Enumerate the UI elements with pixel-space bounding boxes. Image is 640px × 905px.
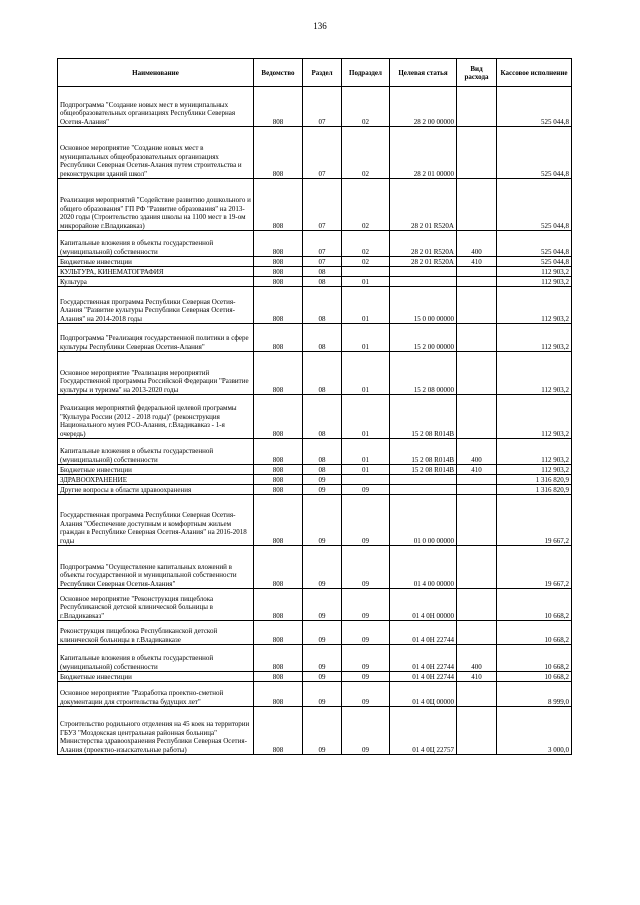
cell-sum: 10 668,2 [497,672,572,682]
cell-vid [457,324,497,352]
cell-cel: 15 2 08 00000 [390,352,457,395]
cell-razd: 09 [303,672,342,682]
cell-sum: 1 316 820,9 [497,485,572,495]
cell-razd: 07 [303,127,342,179]
cell-podr: 02 [342,257,390,267]
cell-podr: 01 [342,287,390,324]
cell-name: ЗДРАВООХРАНЕНИЕ [58,475,254,485]
cell-name: Подпрограмма "Реализация государственной политики в сфере культуры Республики Северная Осетия-Алания" [58,324,254,352]
cell-ved: 808 [254,645,303,672]
cell-vid [457,395,497,439]
cell-vid [457,621,497,645]
table-row [58,465,572,475]
table-row [58,277,572,287]
cell-razd: 09 [303,589,342,621]
cell-cel [390,475,457,485]
cell-vid: 410 [457,257,497,267]
table-row [58,179,572,231]
cell-vid [457,707,497,755]
cell-sum: 525 044,8 [497,127,572,179]
cell-name: Бюджетные инвестиции [58,257,254,267]
cell-cel [390,277,457,287]
cell-ved: 808 [254,546,303,589]
cell-podr: 01 [342,465,390,475]
cell-cel: 01 4 0Н 22744 [390,621,457,645]
cell-name: Государственная программа Республики Северная Осетия-Алания "Развитие культуры Республики Северная Осетия-Алания" на 2014-2018 годы [58,287,254,324]
cell-name: Строительство родильного отделения на 45 коек на территории ГБУЗ "Моздокская центральная районная больница" Министерства здравоохранения Республики Северная Осетия-Алания (проектно-изыскательные работы) [58,707,254,755]
cell-podr: 09 [342,589,390,621]
table-row [58,546,572,589]
cell-vid [457,287,497,324]
cell-podr: 02 [342,127,390,179]
cell-razd: 09 [303,707,342,755]
cell-ved: 808 [254,257,303,267]
cell-razd: 07 [303,179,342,231]
cell-razd: 09 [303,485,342,495]
cell-podr [342,267,390,277]
table-row [58,589,572,621]
header-podrazdel: Подраздел [342,59,390,87]
cell-vid: 400 [457,231,497,257]
cell-podr: 02 [342,231,390,257]
cell-podr: 01 [342,439,390,465]
cell-ved: 808 [254,672,303,682]
cell-name: Реализация мероприятий федеральной целевой программы "Культура России (2012 - 2018 годы)" (реконструкция Национального музея РСО-Алания, г.Владикавказ - 1-я очередь) [58,395,254,439]
cell-sum: 10 668,2 [497,589,572,621]
table-row [58,395,572,439]
table-row [58,672,572,682]
header-kassovoe: Кассовое исполнение [497,59,572,87]
cell-ved: 808 [254,465,303,475]
cell-vid [457,475,497,485]
cell-sum: 525 044,8 [497,257,572,267]
cell-ved: 808 [254,324,303,352]
cell-cel: 01 0 00 00000 [390,495,457,546]
cell-ved: 808 [254,475,303,485]
cell-name: Реализация мероприятий "Содействие развитию дошкольного и общего образования" ГП РФ "Развитие образования" на 2013-2020 годы (Строительство здания школы на 1100 мест в 19-ом микрорайоне г.Владикавказ) [58,179,254,231]
cell-razd: 09 [303,621,342,645]
cell-podr: 01 [342,277,390,287]
table-header-row [58,59,572,87]
cell-name: КУЛЬТУРА, КИНЕМАТОГРАФИЯ [58,267,254,277]
cell-razd: 08 [303,287,342,324]
cell-cel [390,267,457,277]
cell-razd: 08 [303,277,342,287]
cell-podr [342,475,390,485]
cell-name: Основное мероприятие "Реконструкция пищеблока Республиканской детской клинической больницы в г.Владикавказ" [58,589,254,621]
cell-ved: 808 [254,485,303,495]
cell-ved: 808 [254,127,303,179]
cell-name: Бюджетные инвестиции [58,465,254,475]
cell-ved: 808 [254,682,303,707]
cell-ved: 808 [254,395,303,439]
cell-sum: 112 903,2 [497,395,572,439]
cell-sum: 112 903,2 [497,465,572,475]
cell-ved: 808 [254,277,303,287]
cell-ved: 808 [254,621,303,645]
cell-razd: 07 [303,257,342,267]
cell-ved: 808 [254,267,303,277]
cell-vid: 410 [457,465,497,475]
cell-sum: 525 044,8 [497,179,572,231]
cell-vid [457,495,497,546]
cell-razd: 09 [303,475,342,485]
table-row [58,287,572,324]
cell-name: Бюджетные инвестиции [58,672,254,682]
cell-sum: 112 903,2 [497,439,572,465]
cell-cel: 01 4 0Н 00000 [390,589,457,621]
cell-ved: 808 [254,179,303,231]
page-number: 136 [313,21,327,31]
table-row [58,352,572,395]
cell-cel: 01 4 0Н 22744 [390,645,457,672]
table-row [58,257,572,267]
cell-podr: 09 [342,672,390,682]
cell-podr: 09 [342,645,390,672]
cell-podr: 09 [342,485,390,495]
table-row [58,127,572,179]
cell-name: Реконструкция пищеблока Республиканской детской клинической больницы в г.Владикавказе [58,621,254,645]
cell-podr: 01 [342,324,390,352]
cell-name: Капитальные вложения в объекты государственной (муниципальной) собственности [58,645,254,672]
cell-name: Основное мероприятие "Создание новых мест в муниципальных общеобразовательных организациях Республики Северная Осетия-Алания путем строительства и реконструкции зданий школ" [58,127,254,179]
table-row [58,324,572,352]
cell-cel: 01 4 0Ц 22757 [390,707,457,755]
cell-cel: 15 0 00 00000 [390,287,457,324]
cell-vid: 410 [457,672,497,682]
cell-razd: 08 [303,267,342,277]
cell-cel: 15 2 08 R014B [390,465,457,475]
cell-vid [457,267,497,277]
cell-vid [457,589,497,621]
cell-name: Капитальные вложения в объекты государственной (муниципальной) собственности [58,231,254,257]
cell-ved: 808 [254,287,303,324]
cell-podr: 09 [342,495,390,546]
cell-ved: 808 [254,439,303,465]
cell-sum: 19 667,2 [497,495,572,546]
cell-ved: 808 [254,589,303,621]
cell-razd: 08 [303,352,342,395]
cell-name: Подпрограмма "Создание новых мест в муниципальных общеобразовательных организациях Республики Северная Осетия-Алания" [58,87,254,127]
cell-cel: 01 4 0Н 22744 [390,672,457,682]
header-vedomstvo: Ведомство [254,59,303,87]
cell-razd: 09 [303,645,342,672]
table-row [58,707,572,755]
table-row [58,621,572,645]
cell-vid [457,179,497,231]
header-name: Наименование [58,59,254,87]
cell-vid [457,546,497,589]
cell-vid [457,87,497,127]
cell-razd: 08 [303,324,342,352]
cell-razd: 09 [303,682,342,707]
cell-podr: 09 [342,707,390,755]
cell-sum: 112 903,2 [497,277,572,287]
cell-cel [390,485,457,495]
cell-sum: 10 668,2 [497,645,572,672]
cell-sum: 10 668,2 [497,621,572,645]
cell-sum: 112 903,2 [497,324,572,352]
cell-name: Основное мероприятие "Разработка проектно-сметной документации для строительства будущих лет" [58,682,254,707]
table-row [58,645,572,672]
cell-sum: 1 316 820,9 [497,475,572,485]
cell-podr: 09 [342,546,390,589]
cell-sum: 112 903,2 [497,352,572,395]
cell-name: Культура [58,277,254,287]
table-row [58,495,572,546]
cell-cel: 28 2 01 R520A [390,179,457,231]
cell-sum: 8 999,0 [497,682,572,707]
cell-vid [457,277,497,287]
table-row [58,439,572,465]
cell-vid: 400 [457,645,497,672]
cell-name: Капитальные вложения в объекты государственной (муниципальной) собственности [58,439,254,465]
cell-cel: 01 4 00 00000 [390,546,457,589]
cell-cel: 28 2 01 R520A [390,257,457,267]
cell-ved: 808 [254,352,303,395]
table-row [58,682,572,707]
cell-podr: 01 [342,352,390,395]
cell-ved: 808 [254,231,303,257]
cell-cel: 28 2 01 00000 [390,127,457,179]
cell-sum: 112 903,2 [497,267,572,277]
cell-sum: 112 903,2 [497,287,572,324]
table-row [58,485,572,495]
cell-cel: 28 2 01 R520A [390,231,457,257]
cell-name: Основное мероприятие "Реализация мероприятий Государственной программы Российской Федерации "Развитие культуры и туризма" на 2013-2020 годы [58,352,254,395]
table-row [58,475,572,485]
cell-podr: 01 [342,395,390,439]
cell-razd: 08 [303,439,342,465]
cell-podr: 09 [342,682,390,707]
cell-podr: 02 [342,87,390,127]
cell-sum: 525 044,8 [497,231,572,257]
cell-razd: 08 [303,395,342,439]
cell-cel: 15 2 00 00000 [390,324,457,352]
cell-name: Другие вопросы в области здравоохранения [58,485,254,495]
cell-podr: 02 [342,179,390,231]
cell-vid: 400 [457,439,497,465]
cell-vid [457,127,497,179]
cell-vid [457,682,497,707]
header-vid: Вид расхода [457,59,497,87]
cell-name: Подпрограмма "Осуществление капитальных вложений в объекты государственной и муниципальной собственности Республики Северная Осетия-Алания" [58,546,254,589]
cell-name: Государственная программа Республики Северная Осетия-Алания "Обеспечение доступным и комфортным жильем граждан в Республике Северная Осетия-Алания" на 2016-2018 годы [58,495,254,546]
header-razdel: Раздел [303,59,342,87]
cell-ved: 808 [254,707,303,755]
cell-razd: 08 [303,465,342,475]
cell-ved: 808 [254,87,303,127]
budget-table [57,58,572,755]
cell-sum: 19 667,2 [497,546,572,589]
cell-razd: 09 [303,495,342,546]
table-row [58,231,572,257]
cell-sum: 3 000,0 [497,707,572,755]
cell-vid [457,352,497,395]
cell-razd: 09 [303,546,342,589]
cell-cel: 28 2 00 00000 [390,87,457,127]
cell-vid [457,485,497,495]
cell-ved: 808 [254,495,303,546]
cell-razd: 07 [303,231,342,257]
table-row [58,87,572,127]
header-celevaya: Целевая статья [390,59,457,87]
cell-razd: 07 [303,87,342,127]
table-row [58,267,572,277]
cell-podr: 09 [342,621,390,645]
cell-sum: 525 044,8 [497,87,572,127]
cell-cel: 15 2 08 R014B [390,395,457,439]
cell-cel: 15 2 08 R014B [390,439,457,465]
cell-cel: 01 4 0Ц 00000 [390,682,457,707]
